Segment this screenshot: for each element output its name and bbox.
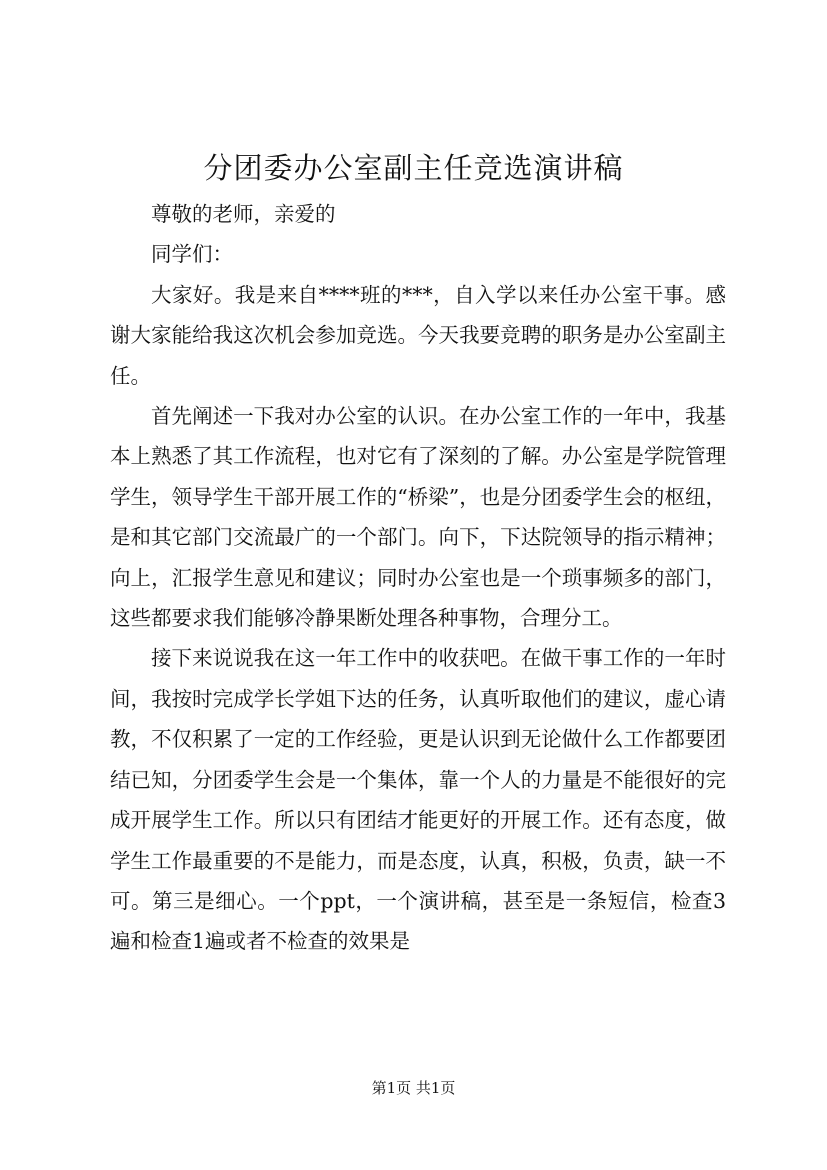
paragraph-work-gains: 接下来说说我在这一年工作中的收获吧。在做干事工作的一年时间，我按时完成学长学姐下达的任务，认真听取他们的建议，虚心请教，不仅积累了一定的工作经验，更是认识到无论做什么工作都要团结已知，分团委学生会是一个集体，靠一个人的力量是不能很好的完成开展学生工作。所以只有团结才能更好的开展工作。还有态度，做学生工作最重要的不是能力，而是态度，认真，积极，负责，缺一不可。第三是细心。一个ppt，一个演讲稿，甚至是一条短信，检查3遍和检查1遍或者不检查的效果是 <box>110 646 726 954</box>
document-title: 分团委办公室副主任竞选演讲稿 <box>203 151 624 185</box>
paragraph-introduction: 大家好。我是来自****班的***，自入学以来任办公室干事。感谢大家能给我这次机会参加竞选。今天我要竞聘的职务是办公室副主任。 <box>110 282 726 388</box>
paragraph-salutation: 尊敬的老师，亲爱的 <box>151 202 336 226</box>
page-footer: 第1页 共1页 <box>371 1079 456 1097</box>
document-body <box>110 194 726 962</box>
paragraph-salutation-continued: 同学们： <box>151 242 233 267</box>
paragraph-office-understanding: 首先阐述一下我对办公室的认识。在办公室工作的一年中，我基本上熟悉了其工作流程，也对它有了深刻的了解。办公室是学院管理学生，领导学生干部开展工作的“桥梁”，也是分团委学生会的枢纽，是和其它部门交流最广的一个部门。向下，下达院领导的指示精神；向上，汇报学生意见和建议；同时办公室也是一个琐事频多的部门，这些都要求我们能够冷静果断处理各种事物，合理分工。 <box>110 404 726 631</box>
